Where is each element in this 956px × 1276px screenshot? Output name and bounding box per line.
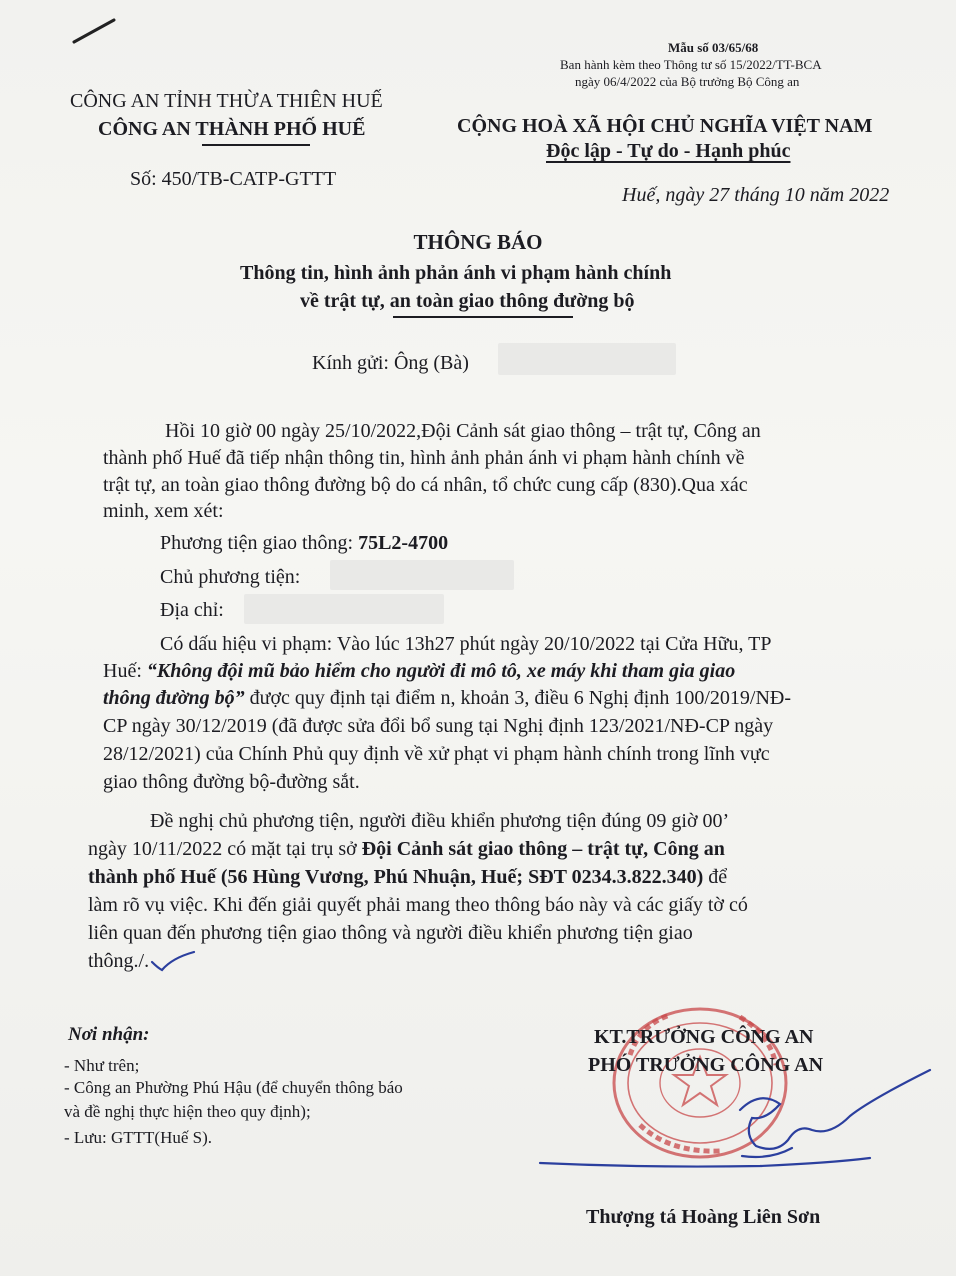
address-label: Địa chỉ: xyxy=(160,599,224,621)
request-office-2: thành phố Huế (56 Hùng Vương, Phú Nhuận, Huế; SĐT 0234.3.822.340) xyxy=(88,866,704,888)
recipients-item-1: - Như trên; xyxy=(64,1056,140,1075)
place-date: Huế, ngày 27 tháng 10 năm 2022 xyxy=(622,184,890,206)
form-issued-line-2: ngày 06/4/2022 của Bộ trưởng Bộ Công an xyxy=(575,74,800,89)
recipients-item-2-cont: và đề nghị thực hiện theo quy định); xyxy=(64,1102,311,1121)
subtitle-underline xyxy=(393,316,573,318)
vehicle-plate: 75L2-4700 xyxy=(358,532,449,554)
request-line-2 xyxy=(88,838,725,861)
agency-underline xyxy=(202,144,310,146)
redacted-recipient-name xyxy=(498,343,676,375)
violation-legal-basis: được quy định tại điểm n, khoản 3, điều 6 Nghị định 100/2019/NĐ- xyxy=(244,687,791,709)
violation-line-5: 28/12/2021) của Chính Phủ quy định về xử phạt vi phạm hành chính trong lĩnh vực xyxy=(103,743,770,765)
document-number: Số: 450/TB-CATP-GTTT xyxy=(130,168,337,190)
request-line-5: liên quan đến phương tiện giao thông và người điều khiển phương tiện giao xyxy=(88,922,693,944)
vehicle-label: Phương tiện giao thông: xyxy=(160,532,359,554)
pen-stroke-mark xyxy=(70,16,120,46)
signer-name: Thượng tá Hoàng Liên Sơn xyxy=(586,1206,821,1228)
violation-text-2: thông đường bộ” xyxy=(103,687,245,709)
request-line-6: thông./. xyxy=(88,950,150,972)
redacted-address xyxy=(244,594,444,624)
document-title: THÔNG BÁO xyxy=(413,230,543,254)
recipients-item-3: - Lưu: GTTT(Huế S). xyxy=(64,1128,213,1147)
form-number: Mẫu số 03/65/68 xyxy=(668,40,759,55)
agency-parent: CÔNG AN TỈNH THỪA THIÊN HUẾ xyxy=(70,90,383,112)
request-office-1: Đội Cảnh sát giao thông – trật tự, Công an xyxy=(361,838,725,860)
violation-line-6: giao thông đường bộ-đường sắt. xyxy=(103,771,360,793)
request-line-1: Đề nghị chủ phương tiện, người điều khiển phương tiện đúng 09 giờ 00’ xyxy=(150,810,730,832)
handwritten-signature xyxy=(530,1060,940,1180)
national-motto: Độc lập - Tự do - Hạnh phúc xyxy=(546,140,791,162)
intro-line-3: trật tự, an toàn giao thông đường bộ do cá nhân, tổ chức cung cấp (830).Qua xác xyxy=(103,474,748,496)
owner-label: Chủ phương tiện: xyxy=(160,566,301,588)
intro-line-2: thành phố Huế đã tiếp nhận thông tin, hình ảnh phản ánh vi phạm hành chính về xyxy=(103,447,745,469)
form-issued-line-1: Ban hành kèm theo Thông tư số 15/2022/TT-BCA xyxy=(560,57,822,72)
recipients-heading: Nơi nhận: xyxy=(68,1024,150,1045)
violation-line-2 xyxy=(103,660,735,683)
signature-title-1: KT.TRƯỞNG CÔNG AN xyxy=(594,1026,814,1048)
redacted-owner-name xyxy=(330,560,514,590)
document-subtitle-2: về trật tự, an toàn giao thông đường bộ xyxy=(300,290,635,312)
intro-line-1: Hồi 10 giờ 00 ngày 25/10/2022,Đội Cảnh sát giao thông – trật tự, Công an xyxy=(165,420,761,442)
agency-name: CÔNG AN THÀNH PHỐ HUẾ xyxy=(98,118,366,140)
salutation: Kính gửi: Ông (Bà) xyxy=(312,352,469,374)
violation-line-1: Có dấu hiệu vi phạm: Vào lúc 13h27 phút ngày 20/10/2022 tại Cửa Hữu, TP xyxy=(160,633,772,655)
pen-check-mark xyxy=(148,948,198,974)
request-line-4: làm rõ vụ việc. Khi đến giải quyết phải mang theo thông báo này và các giấy tờ có xyxy=(88,894,748,916)
request-date: ngày 10/11/2022 có mặt tại trụ sở xyxy=(88,838,362,860)
violation-line-3 xyxy=(103,687,791,710)
signature-title-2: PHÓ TRƯỞNG CÔNG AN xyxy=(588,1054,824,1076)
document-subtitle-1: Thông tin, hình ảnh phản ánh vi phạm hành chính xyxy=(240,262,672,284)
request-line-3 xyxy=(88,866,727,889)
vehicle-line xyxy=(160,532,448,555)
request-continue: để xyxy=(703,866,728,888)
violation-place: Huế: xyxy=(103,660,147,682)
recipients-item-2: - Công an Phường Phú Hậu (để chuyển thông báo xyxy=(64,1078,403,1097)
intro-line-4: minh, xem xét: xyxy=(103,500,224,522)
violation-text-1: “Không đội mũ bảo hiểm cho người đi mô tô, xe máy khi tham gia giao xyxy=(146,660,736,682)
violation-line-4: CP ngày 30/12/2019 (đã được sửa đổi bổ sung tại Nghị định 123/2021/NĐ-CP ngày xyxy=(103,715,774,737)
republic-name: CỘNG HOÀ XÃ HỘI CHỦ NGHĨA VIỆT NAM xyxy=(457,115,873,137)
